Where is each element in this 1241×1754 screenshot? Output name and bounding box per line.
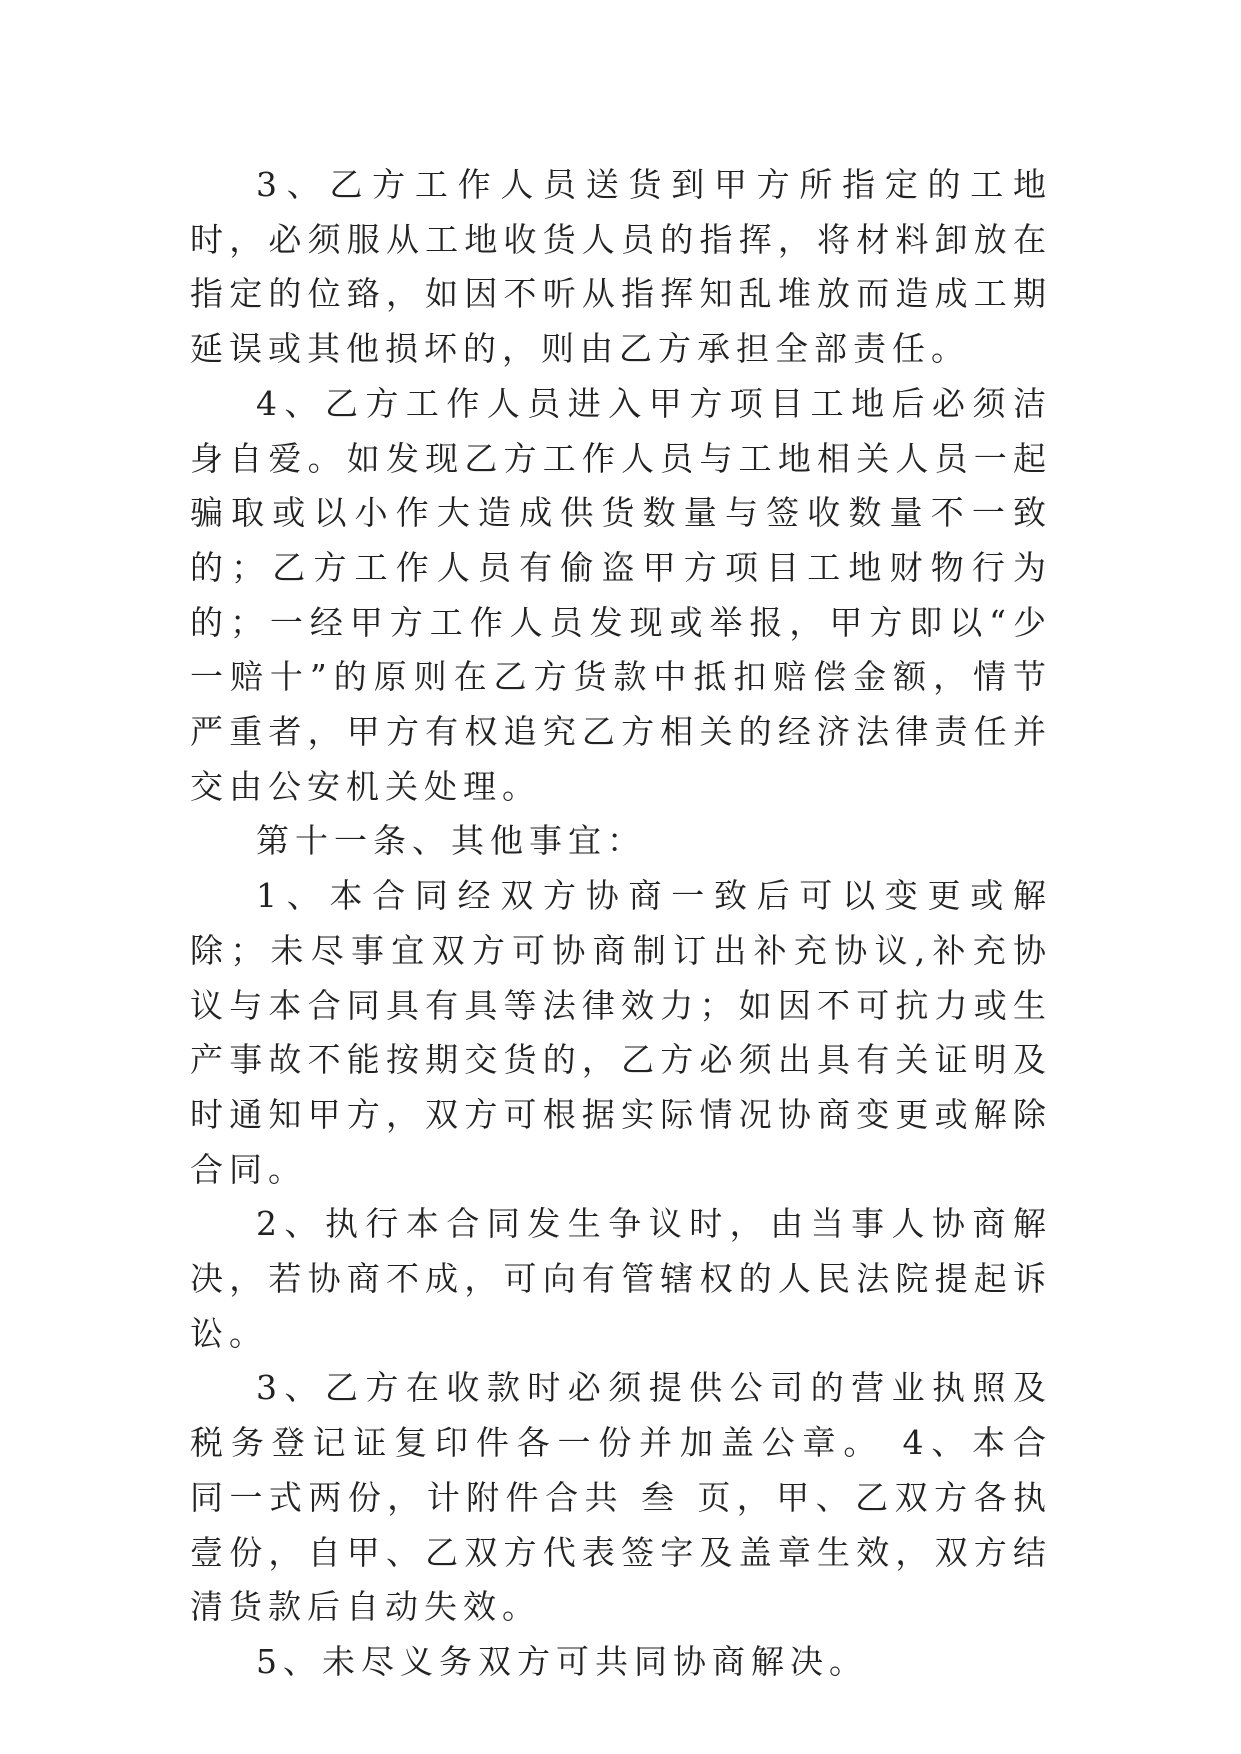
clause-paragraph-dispute: 2、执行本合同发生争议时，由当事人协商解决，若协商不成，可向有管辖权的人民法院提起诉讼。 xyxy=(190,1204,1052,1353)
clause-paragraph-payment-copies: 3、乙方在收款时必须提供公司的营业执照及税务登记证复印件各一份并加盖公章。 4、本合同一式两份，计附件合共 叁 页，甲、乙双方各执壹份，自甲、乙双方代表签字及盖章生效，双方结清货款后自动失效。 xyxy=(190,1368,1052,1627)
document-body xyxy=(190,158,1052,1690)
clause-paragraph-delivery-site: 3、乙方工作人员送货到甲方所指定的工地时，必须服从工地收货人员的指挥，将材料卸放在指定的位臵，如因不听从指挥知乱堆放而造成工期延误或其他损坏的，则由乙方承担全部责任。 xyxy=(190,165,1052,369)
clause-paragraph-worker-conduct: 4、乙方工作人员进入甲方项目工地后必须洁身自爱。如发现乙方工作人员与工地相关人员一起骗取或以小作大造成供货数量与签收数量不一致的；乙方工作人员有偷盗甲方项目工地财物行为的；一经甲方工作人员发现或举报，甲方即以“少一赔十”的原则在乙方货款中抵扣赔偿金额，情节严重者，甲方有权追究乙方相关的经济法律责任并交由公安机关处理。 xyxy=(190,383,1052,806)
article-heading-other-matters: 第十一条、其他事宜： xyxy=(256,821,646,861)
clause-paragraph-amendment: 1、本合同经双方协商一致后可以变更或解除；未尽事宜双方可协商制订出补充协议,补充协议与本合同具有具等法律效力；如因不可抗力或生产事故不能按期交货的，乙方必须出具有关证明及时通知甲方，双方可根据实际情况协商变更或解除合同。 xyxy=(190,876,1052,1189)
clause-paragraph-unfinished-obligations: 5、未尽义务双方可共同协商解决。 xyxy=(256,1641,868,1681)
